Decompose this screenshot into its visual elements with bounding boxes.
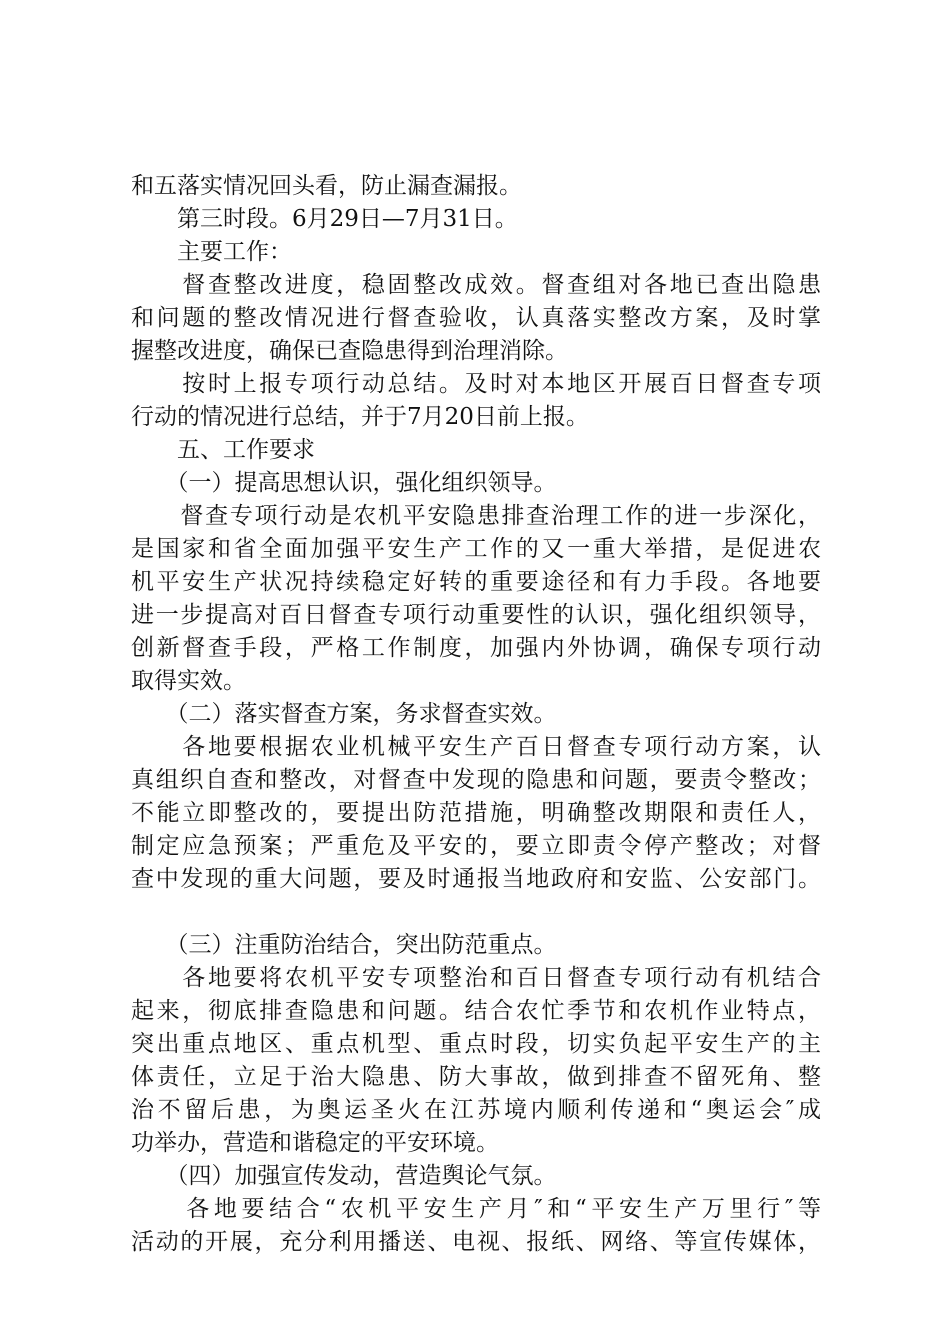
text-line: 起来，彻底排查隐患和问题。结合农忙季节和农机作业特点， xyxy=(131,998,821,1024)
text-line: 督查整改进度，稳固整改成效。督查组对各地已查出隐患 xyxy=(131,272,821,298)
text-line: 真组织自查和整改，对督查中发现的隐患和问题，要责令整改； xyxy=(131,767,821,793)
text-line: 体责任，立足于治大隐患、防大事故，做到排查不留死角、整 xyxy=(131,1064,821,1090)
document-body xyxy=(131,170,821,1259)
text-line: 治不留后患，为奥运圣火在江苏境内顺利传递和“奥运会″成 xyxy=(131,1097,821,1123)
text-line: 各地要结合“农机平安生产月″和“平安生产万里行″等 xyxy=(131,1196,821,1222)
text-line: 突出重点地区、重点机型、重点时段，切实负起平安生产的主 xyxy=(131,1031,821,1057)
text-line: 主要工作： xyxy=(131,239,292,265)
paragraph-gap xyxy=(131,896,821,929)
text-line: 督查专项行动是农机平安隐患排查治理工作的进一步深化， xyxy=(131,503,821,529)
text-line: 查中发现的重大问题，要及时通报当地政府和安监、公安部门。 xyxy=(131,866,821,892)
text-line: 进一步提高对百日督查专项行动重要性的认识，强化组织领导， xyxy=(131,602,821,628)
subsection-heading: （一）提高思想认识，强化组织领导。 xyxy=(131,470,557,496)
text-line: 机平安生产状况持续稳定好转的重要途径和有力手段。各地要 xyxy=(131,569,821,595)
text-line: 各地要将农机平安专项整治和百日督查专项行动有机结合 xyxy=(131,965,821,991)
text-line: 各地要根据农业机械平安生产百日督查专项行动方案，认 xyxy=(131,734,821,760)
text-line: 和问题的整改情况进行督查验收，认真落实整改方案，及时掌 xyxy=(131,305,821,331)
text-line: 取得实效。 xyxy=(131,668,246,694)
subsection-heading: （二）落实督查方案，务求督查实效。 xyxy=(131,701,557,727)
text-line: 按时上报专项行动总结。及时对本地区开展百日督查专项 xyxy=(131,371,821,397)
text-line: 行动的情况进行总结，并于7月20日前上报。 xyxy=(131,404,589,430)
subsection-heading: （四）加强宣传发动，营造舆论气氛。 xyxy=(131,1163,557,1189)
text-line: 制定应急预案；严重危及平安的，要立即责令停产整改；对督 xyxy=(131,833,821,859)
text-line: 活动的开展，充分利用播送、电视、报纸、网络、等宣传媒体， xyxy=(131,1229,821,1255)
text-line: 不能立即整改的，要提出防范措施，明确整改期限和责任人， xyxy=(131,800,821,826)
section-heading: 五、工作要求 xyxy=(131,437,315,463)
text-line: 第三时段。6月29日—7月31日。 xyxy=(131,206,518,232)
text-line: 创新督查手段，严格工作制度，加强内外协调，确保专项行动 xyxy=(131,635,821,661)
text-line: 功举办，营造和谐稳定的平安环境。 xyxy=(131,1130,499,1156)
text-line: 是国家和省全面加强平安生产工作的又一重大举措，是促进农 xyxy=(131,536,821,562)
text-line: 握整改进度，确保已查隐患得到治理消除。 xyxy=(131,338,568,364)
subsection-heading: （三）注重防治结合，突出防范重点。 xyxy=(131,932,557,958)
text-line: 和五落实情况回头看，防止漏查漏报。 xyxy=(131,173,522,199)
